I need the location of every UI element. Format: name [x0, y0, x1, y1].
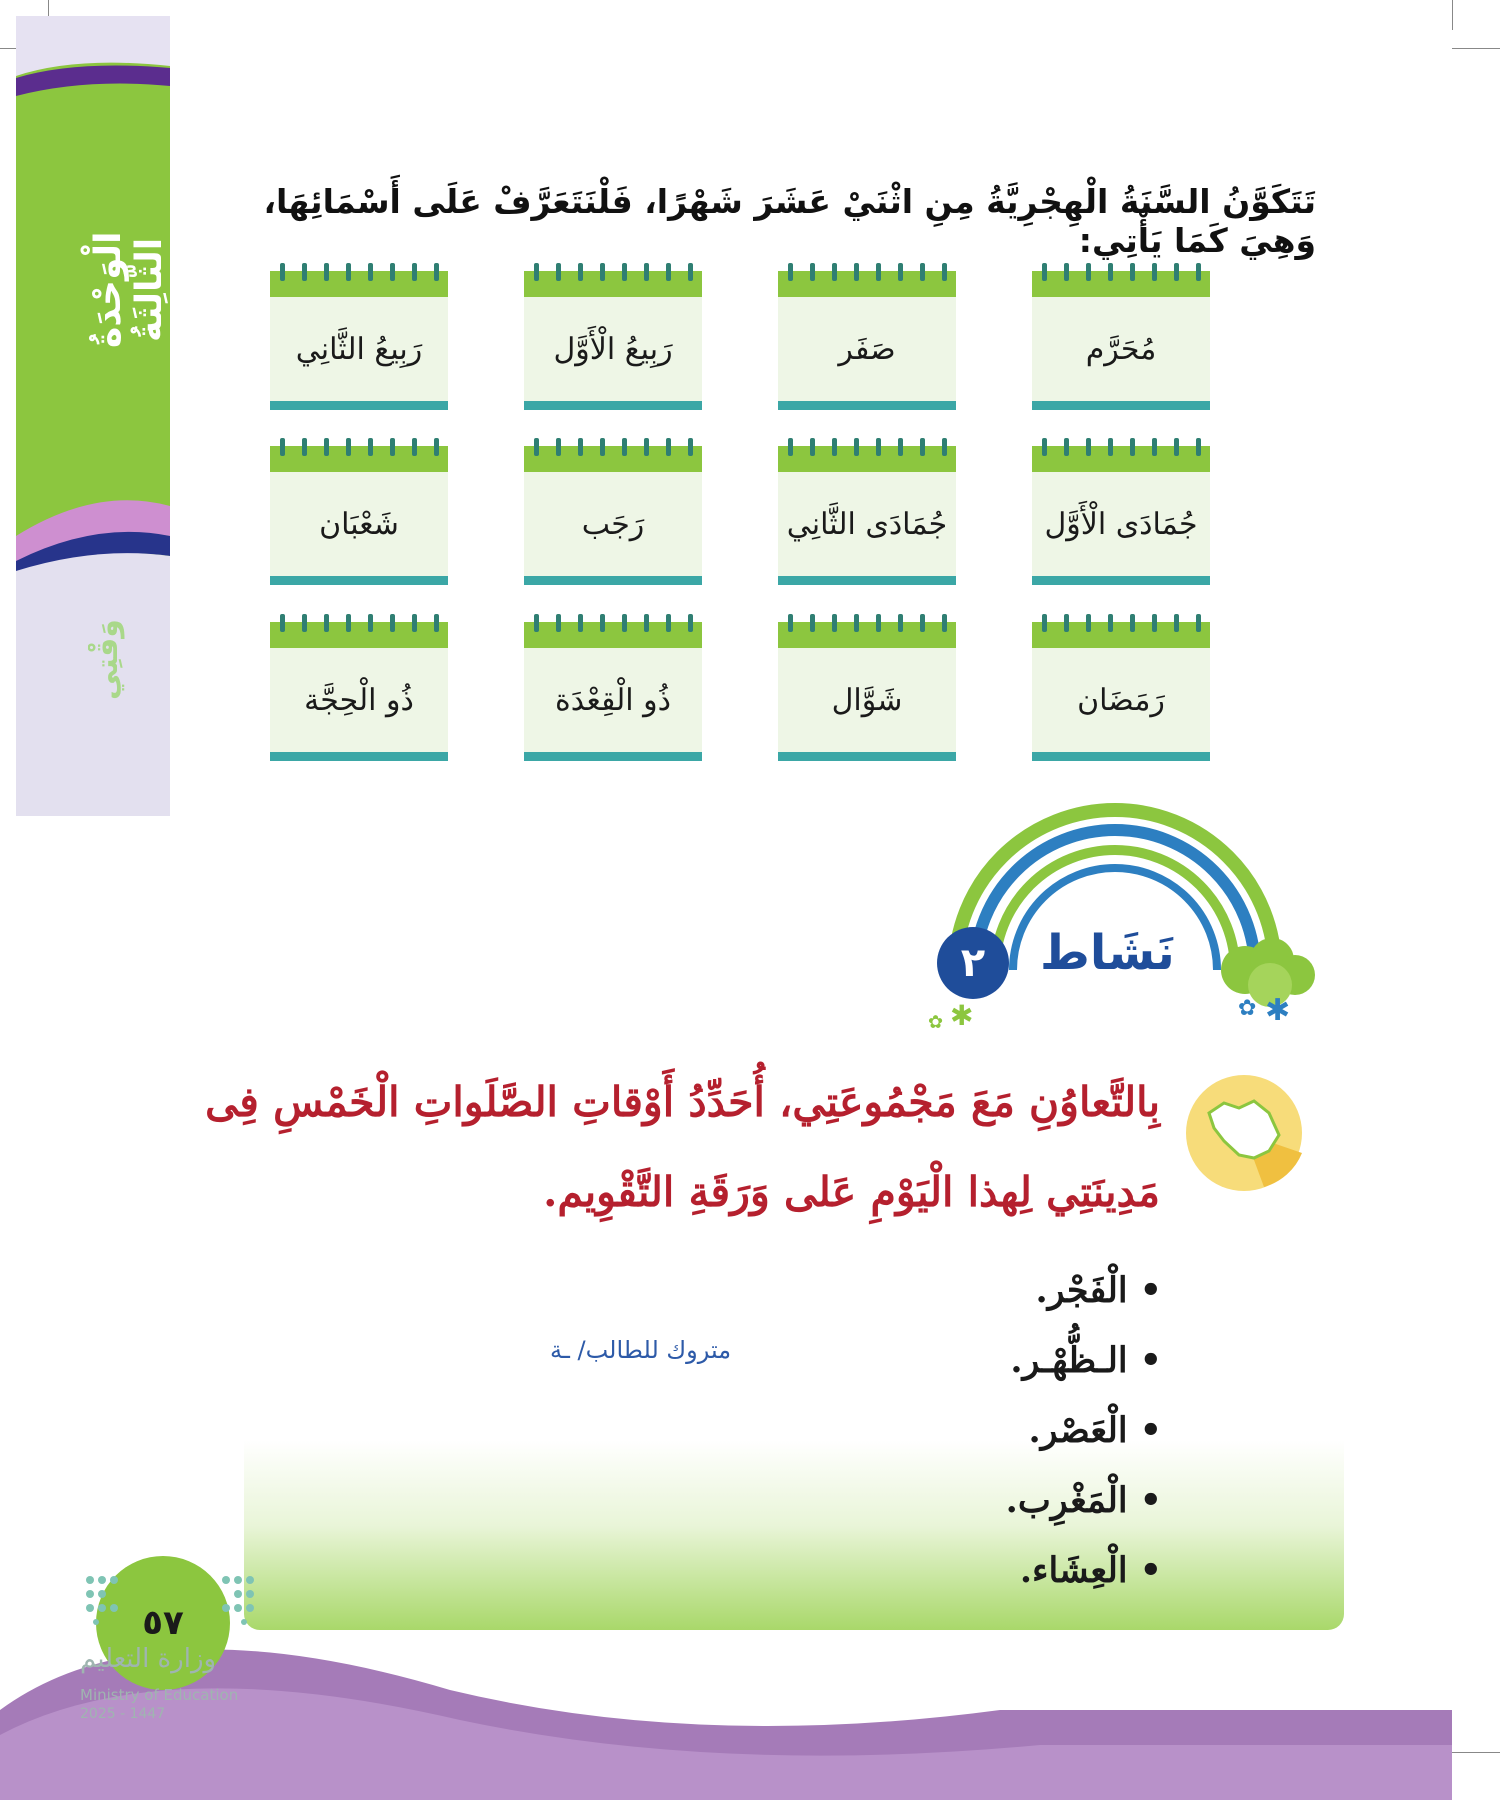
month-name: رَمَضَان [1032, 648, 1210, 752]
month-card [270, 271, 448, 411]
calendar-ring [1174, 263, 1179, 281]
calendar-ring [644, 614, 649, 632]
month-card [270, 446, 448, 586]
calendar-ring [1042, 614, 1047, 632]
calendar-ring [600, 438, 605, 456]
calendar-ring [1174, 438, 1179, 456]
prayer-item: • الْعِشَاء. [1020, 1550, 1162, 1591]
month-name: شَعْبَان [270, 472, 448, 576]
calendar-ring [1196, 614, 1201, 632]
activity-number-badge: ٢ [937, 927, 1009, 999]
calendar-ring [578, 438, 583, 456]
month-name: جُمَادَى الثَّانِي [778, 472, 956, 576]
month-card [778, 622, 956, 762]
calendar-ring [666, 614, 671, 632]
calendar-ring [412, 263, 417, 281]
calendar-ring [390, 438, 395, 456]
calendar-ring [346, 263, 351, 281]
calendar-ring [578, 263, 583, 281]
calendar-ring [832, 438, 837, 456]
svg-text:✱: ✱ [950, 999, 974, 1032]
month-name: رَبِيعُ الْأَوَّل [524, 297, 702, 401]
calendar-ring [788, 263, 793, 281]
calendar-ring [302, 614, 307, 632]
calendar-ring [622, 263, 627, 281]
activity-title: نَشَاط [1040, 925, 1175, 981]
calendar-ring [854, 263, 859, 281]
ministry-name-en: Ministry of Education [80, 1686, 239, 1704]
answer-note: متروك للطالب/ ـة [550, 1336, 732, 1364]
rainbow-icon [900, 800, 1330, 1040]
calendar-ring [434, 438, 439, 456]
month-name: ذُو الْحِجَّة [270, 648, 448, 752]
calendar-ring [1042, 263, 1047, 281]
calendar-ring [666, 438, 671, 456]
month-card [270, 622, 448, 762]
month-card [778, 446, 956, 586]
calendar-ring [666, 263, 671, 281]
month-name: جُمَادَى الْأَوَّل [1032, 472, 1210, 576]
edition-year: 2025 - 1447 [80, 1706, 166, 1722]
calendar-ring [368, 263, 373, 281]
unit-subtitle: وَقْتِي [90, 619, 125, 701]
calendar-ring [854, 614, 859, 632]
calendar-ring [622, 614, 627, 632]
ministry-name-ar: وزارة التعليم [80, 1644, 217, 1674]
calendar-ring [412, 614, 417, 632]
calendar-ring [942, 614, 947, 632]
calendar-ring [688, 438, 693, 456]
month-name: مُحَرَّم [1032, 297, 1210, 401]
calendar-ring [1152, 614, 1157, 632]
calendar-ring [390, 614, 395, 632]
calendar-ring [1196, 438, 1201, 456]
calendar-ring [1152, 263, 1157, 281]
month-card [1032, 622, 1210, 762]
unit-title: الْوَحْدَةُ الثَّالِثَةُ [88, 231, 170, 349]
calendar-ring [920, 438, 925, 456]
calendar-ring [578, 614, 583, 632]
calendar-ring [1108, 438, 1113, 456]
ministry-logo-icon [80, 1570, 260, 1630]
month-name: شَوَّال [778, 648, 956, 752]
calendar-ring [346, 614, 351, 632]
calendar-ring [920, 263, 925, 281]
month-card [524, 446, 702, 586]
calendar-ring [788, 438, 793, 456]
activity-instruction-line-2: مَدِينَتِي لِهذا الْيَوْمِ عَلى وَرَقَةِ التَّقْوِيم. [543, 1168, 1160, 1216]
calendar-ring [368, 614, 373, 632]
month-name: صَفَر [778, 297, 956, 401]
calendar-ring [556, 263, 561, 281]
calendar-ring [644, 438, 649, 456]
calendar-ring [302, 263, 307, 281]
calendar-ring [1064, 438, 1069, 456]
calendar-ring [600, 614, 605, 632]
prayer-item: • الْعَصْر. [1029, 1410, 1163, 1451]
calendar-ring [810, 263, 815, 281]
crop-mark [1452, 48, 1500, 49]
month-name: ذُو الْقِعْدَة [524, 648, 702, 752]
calendar-ring [1064, 614, 1069, 632]
calendar-ring [1108, 263, 1113, 281]
calendar-ring [534, 263, 539, 281]
calendar-ring [1042, 438, 1047, 456]
calendar-ring [600, 263, 605, 281]
month-card [524, 271, 702, 411]
calendar-ring [346, 438, 351, 456]
calendar-ring [1086, 438, 1091, 456]
calendar-ring [1196, 263, 1201, 281]
prayer-item: • الْمَغْرِب. [1006, 1480, 1162, 1521]
calendar-ring [280, 438, 285, 456]
calendar-ring [832, 263, 837, 281]
calendar-ring [876, 438, 881, 456]
calendar-ring [556, 438, 561, 456]
calendar-ring [368, 438, 373, 456]
calendar-ring [920, 614, 925, 632]
calendar-ring [810, 614, 815, 632]
svg-text:✿: ✿ [1238, 996, 1257, 1021]
month-card [778, 271, 956, 411]
calendar-ring [898, 263, 903, 281]
saudi-map-icon [1184, 1073, 1304, 1193]
month-card [1032, 446, 1210, 586]
calendar-ring [1064, 263, 1069, 281]
calendar-ring [876, 263, 881, 281]
calendar-ring [688, 614, 693, 632]
calendar-ring [412, 438, 417, 456]
calendar-ring [1174, 614, 1179, 632]
calendar-ring [324, 438, 329, 456]
calendar-ring [1152, 438, 1157, 456]
calendar-ring [832, 614, 837, 632]
calendar-ring [324, 614, 329, 632]
activity-instruction-line-1: بِالتَّعاوُنِ مَعَ مَجْمُوعَتِي، أُحَدِّدُ أَوْقاتِ الصَّلَواتِ الْخَمْسِ فِى [205, 1078, 1160, 1126]
calendar-ring [854, 438, 859, 456]
calendar-ring [876, 614, 881, 632]
calendar-ring [390, 263, 395, 281]
svg-text:✱: ✱ [1265, 993, 1291, 1028]
month-name: رَجَب [524, 472, 702, 576]
calendar-ring [556, 614, 561, 632]
calendar-ring [898, 438, 903, 456]
calendar-ring [788, 614, 793, 632]
calendar-ring [644, 263, 649, 281]
calendar-ring [1130, 438, 1135, 456]
calendar-ring [1086, 614, 1091, 632]
month-card [1032, 271, 1210, 411]
calendar-ring [688, 263, 693, 281]
calendar-ring [534, 614, 539, 632]
month-name: رَبِيعُ الثَّانِي [270, 297, 448, 401]
calendar-ring [434, 614, 439, 632]
prayer-item: • الـظُّهْـر. [1010, 1340, 1162, 1381]
calendar-ring [622, 438, 627, 456]
svg-text:✿: ✿ [928, 1012, 944, 1033]
calendar-ring [1130, 263, 1135, 281]
calendar-ring [810, 438, 815, 456]
calendar-ring [1108, 614, 1113, 632]
calendar-ring [1130, 614, 1135, 632]
prayer-item: • الْفَجْر. [1035, 1270, 1162, 1311]
calendar-ring [942, 263, 947, 281]
calendar-ring [302, 438, 307, 456]
crop-mark [1452, 0, 1453, 30]
calendar-ring [1086, 263, 1091, 281]
calendar-ring [324, 263, 329, 281]
page-number: ٥٧ [96, 1556, 230, 1690]
intro-text: تَتَكَوَّنُ السَّنَةُ الْهِجْرِيَّةُ مِنِ اثْنَيْ عَشَرَ شَهْرًا، فَلْنَتَعَرَّفْ عَلَى أَسْمَائِهَا، وَهِيَ كَمَا يَأْتِي: [263, 182, 1316, 260]
calendar-ring [898, 614, 903, 632]
calendar-ring [280, 614, 285, 632]
month-card [524, 622, 702, 762]
calendar-ring [942, 438, 947, 456]
calendar-ring [280, 263, 285, 281]
calendar-ring [434, 263, 439, 281]
calendar-ring [534, 438, 539, 456]
